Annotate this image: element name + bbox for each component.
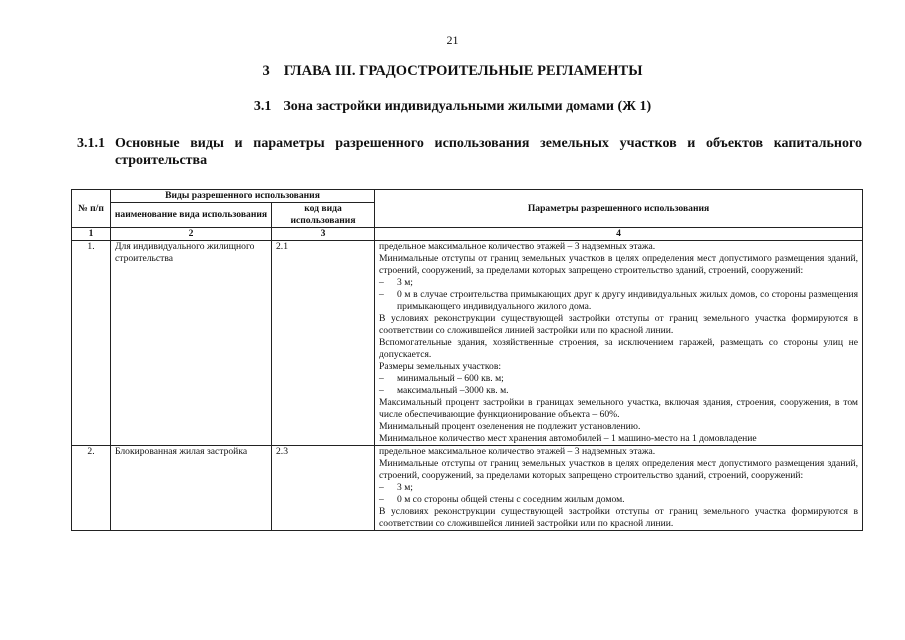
use-parameters: [375, 241, 863, 446]
use-type-code: 2.1: [272, 241, 375, 446]
subsection-title: Основные виды и параметры разрешенного использования земельных участков и объектов капитального строительства: [115, 136, 862, 168]
param-list-text: максимальный –3000 кв. м.: [397, 385, 509, 396]
header-params: Параметры разрешенного использования: [375, 190, 863, 228]
param-paragraph: Минимальный процент озеленения не подлежит установлению.: [379, 421, 641, 432]
section-title: Зона застройки индивидуальными жилыми домами (Ж 1): [283, 99, 652, 114]
chapter-heading: [0, 63, 905, 80]
row-number: 1.: [72, 241, 111, 446]
param-paragraph: Вспомогательные здания, хозяйственные строения, за исключением гаражей, размещать со стороны улиц не допускается.: [379, 337, 859, 360]
use-type-code: 2.3: [272, 446, 375, 531]
param-list-item: [379, 277, 858, 289]
param-list-text: 3 м;: [397, 277, 413, 288]
param-list-text: 0 м со стороны общей стены с соседним жилым домом.: [397, 494, 625, 505]
dash-bullet: –: [379, 494, 384, 505]
use-parameters: [375, 446, 863, 531]
param-list-item: [379, 482, 858, 494]
subsection-heading: [77, 135, 862, 169]
column-number: 3: [272, 228, 375, 241]
param-paragraph: Минимальное количество мест хранения автомобилей – 1 машино-место на 1 домовладение: [379, 433, 757, 444]
param-paragraph: В условиях реконструкции существующей застройки отступы от границ земельного участка формируются в соответствии со сложившейся линией застройки или по красной линии.: [379, 313, 859, 336]
dash-bullet: –: [379, 482, 384, 493]
header-code: код вида использования: [272, 203, 375, 228]
param-list-item: [379, 385, 858, 397]
regulations-table: [71, 189, 863, 531]
chapter-number: 3: [262, 63, 270, 79]
use-type-name: Для индивидуального жилищного строительства: [111, 241, 272, 446]
table-row: [72, 241, 863, 446]
param-list-item: [379, 494, 858, 506]
column-number: 2: [111, 228, 272, 241]
param-paragraph: В условиях реконструкции существующей застройки отступы от границ земельного участка формируются в соответствии со сложившейся линией застройки или по красной линии.: [379, 506, 859, 529]
column-number: 1: [72, 228, 111, 241]
section-heading: [0, 99, 905, 115]
param-list-item: [379, 289, 858, 313]
header-name: наименование вида использования: [111, 203, 272, 228]
chapter-title: ГЛАВА III. ГРАДОСТРОИТЕЛЬНЫЕ РЕГЛАМЕНТЫ: [283, 63, 643, 79]
param-paragraph: предельное максимальное количество этажей – 3 надземных этажа.: [379, 446, 656, 457]
param-list-text: минимальный – 600 кв. м;: [397, 373, 504, 384]
page-number: 21: [446, 33, 459, 47]
dash-bullet: –: [379, 373, 384, 384]
dash-bullet: –: [379, 277, 384, 288]
param-list-item: [379, 373, 858, 385]
section-number: 3.1: [253, 99, 272, 114]
header-types-group: Виды разрешенного использования: [111, 190, 375, 203]
dash-bullet: –: [379, 289, 384, 300]
param-paragraph: предельное максимальное количество этажей – 3 надземных этажа.: [379, 241, 656, 252]
column-numbers-row: [72, 228, 863, 241]
param-paragraph: Минимальные отступы от границ земельных участков в целях определения мест допустимого размещения зданий, строений, сооружений, за пределами которых запрещено строительство зданий, строений, сооружений:: [379, 458, 859, 481]
column-number: 4: [375, 228, 863, 241]
param-list-text: 3 м;: [397, 482, 413, 493]
table-row: [72, 446, 863, 531]
param-paragraph: Минимальные отступы от границ земельных участков в целях определения мест допустимого размещения зданий, строений, сооружений, за пределами которых запрещено строительство зданий, строений, сооружений:: [379, 253, 859, 276]
use-type-name: Блокированная жилая застройка: [111, 446, 272, 531]
param-paragraph: Максимальный процент застройки в границах земельного участка, включая здания, строения, сооружения, в том числе обеспечивающие функционирование объекта – 60%.: [379, 397, 859, 420]
row-number: 2.: [72, 446, 111, 531]
param-paragraph: Размеры земельных участков:: [379, 361, 502, 372]
param-list-text: 0 м в случае строительства примыкающих друг к другу индивидуальных жилых домов, со стороны размещения примыкающего индивидуального жилого дома.: [397, 289, 859, 312]
dash-bullet: –: [379, 385, 384, 396]
subsection-number: 3.1.1: [77, 136, 105, 151]
header-num: № п/п: [72, 190, 111, 228]
